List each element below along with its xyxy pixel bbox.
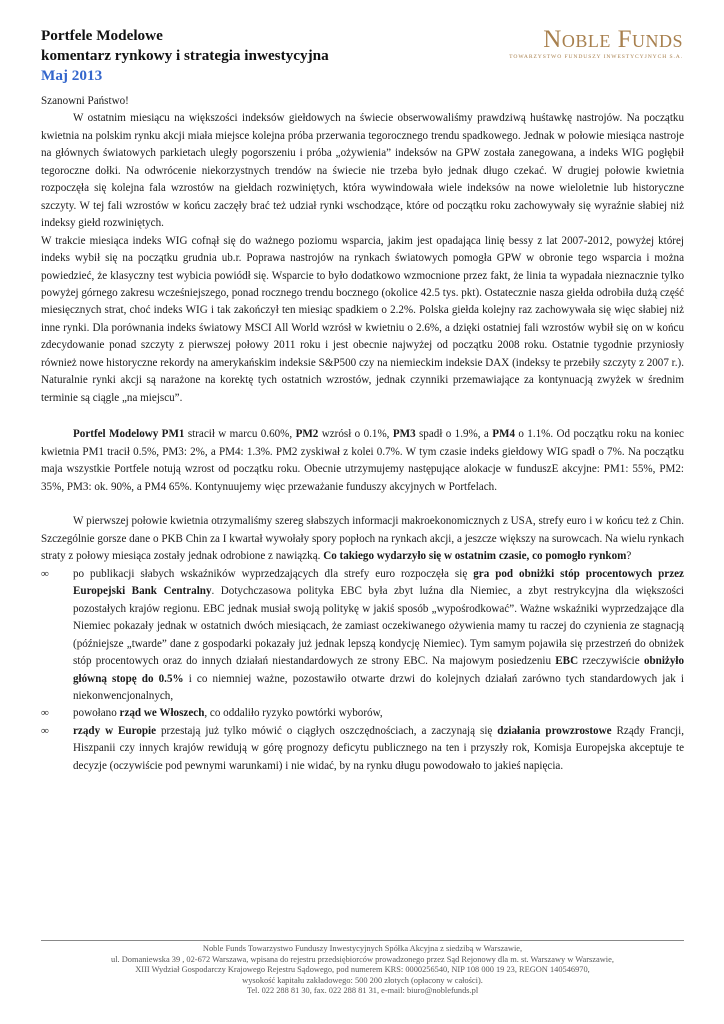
footer-company-name: Noble Funds Towarzystwo Funduszy Inwestycyjnych Spółka Akcyjna z siedzibą w Warszawie, (202, 944, 523, 953)
footer-registry: XIII Wydział Gospodarczy Krajowego Rejestru Sądowego, pod numerem KRS: 0000256540, NIP 108 000 19 23, REGON 140546970, (135, 965, 590, 975)
portfolio-pm3-label: PM3 (392, 428, 416, 441)
report-subtitle: komentarz rynkowy i strategia inwestycyjna (41, 47, 329, 64)
list-item: ∞ rządy w Europie przestają już tylko mówić o ciągłych oszczędnościach, a zaczynają się działania prowzrostowe Rządy Francji, Hiszpanii czy innych krajów rewidują w górę prognozy deficytu publicznego na ten i przyszły rok, Komisja Europejska akceptuje te decyzje (oczywiście pod pewnymi warunkami) i nie widać, by na rynku długu powodowało to jakieś napięcia. (41, 724, 684, 772)
footer-address: ul. Domaniewska 39 , 02-672 Warszawa, wpisana do rejestru przedsiębiorców prowadzonego przez Sąd Rejonowy dla m. st. Warszawy w Warszawie, (111, 954, 614, 964)
greeting: Szanowni Państwo! (41, 95, 129, 107)
paragraph-macro-data: W pierwszej połowie kwietnia otrzymaliśmy szereg słabszych informacji makroekonomicznych z USA, strefy euro i w końcu też z Chin. Szczególnie gorsze dane o PKB Chin za I kwartał wywołały spory popłoch na rynkach akcji, a jeszcze większy na surowcach. Na wielu rynkach straty z połowy miesiąca zostały jednak odrobione z nawiązką. Co takiego wydarzyło się w ostatnim czasie, co pomogło rynkom? (41, 515, 684, 563)
report-date: Maj 2013 (41, 67, 103, 84)
portfolio-pm1-label: Portfel Modelowy PM1 (73, 428, 185, 441)
list-item: ∞ powołano rząd we Włoszech, co oddaliło ryzyko powtórki wyborów, (41, 705, 684, 722)
paragraph-wig-analysis: W trakcie miesiąca indeks WIG cofnął się do ważnego poziomu wsparcia, jakim jest opadająca linię bessy z lat 2007-2012, powyżej której indeks wybił się na początku grudnia ub.r. Poprawa nastrojów na rynkach światowych pomogła GPW w obronie tego wsparcia i można powiedzieć, że klasyczny test wybicia powiódł się. Wsparcie to było dodatkowo wzmocnione przez fakt, że linia ta wypadała nieznacznie tylko powyżej górnego zakresu wcześniejszego, ponad rocznego trendu bocznego (okolice 42.5 tys. pkt). Ostatecznie nasza giełda odrobiła dużą część miesięcznych strat, choć indeks WIG i tak zakończył ten miesiąc spadkiem o 2.2%. Polska giełda kolejny raz zachowywała się więc słabiej niż inne rynki. Dla porównania indeks światowy MSCI All World wzrósł w kwietniu o 2.6%, a dzięki ostatniej fali wzrostów wybił się on w końcu zdecydowanie ponad szczyty z pierwszej połowy 2011 roku i jest obecnie najwyżej od początku 2008 roku. Ostatnie tygodnie przyniosły również nowe historyczne rekordy na amerykańskim indeksie S&P500 czy na niemieckim indeksie DAX (indeksy te przebiły szczyty z 2007 r.). Naturalnie rynki akcji są narażone na korektę tych ostatnich wzrostów, jednak czynniki przemawiające za kontynuacją zwyżek w średnim terminie są ciągle „na miejscu”. (41, 234, 684, 404)
logo-wordmark: Noble Funds (543, 26, 683, 53)
portfolio-pm4-label: PM4 (492, 428, 516, 441)
paragraph-portfolio-results: Portfel Modelowy PM1 stracił w marcu 0.60%, PM2 wzrósł o 0.1%, PM3 spadł o 1.9%, a PM4 o 1.1%. Od początku roku na koniec kwietnia PM1 tracił 0.5%, PM3: 2%, a PM4: 1.3%. PM2 zyskiwał z kolei 0.7%. W tym czasie indeks giełdowy WIG spadł o 7%. Na początku maja wszystkie Portfele notują wzrost od początku roku. Obecnie utrzymujemy następujące alokacje w funduszE akcyjne: PM1: 55%, PM2: 35%, PM3: ok. 90%, a PM4 65%. Kontynuujemy więc przeważanie funduszy akcyjnych w Portfelach. (41, 428, 684, 493)
footer-divider (41, 940, 684, 941)
document-header (41, 26, 683, 88)
infinity-bullet-icon: ∞ (41, 724, 49, 737)
paragraph-market-overview: W ostatnim miesiącu na większości indeksów giełdowych na świecie obserwowaliśmy prawdziwą huśtawkę nastrojów. Na początku kwietnia na polskim rynku akcji miała miejsce kolejna próba przerwania tegorocznego trendu spadkowego. Jednak w połowie miesiąca nastroje na głównych światowych parkietach uległy pogorszeniu i próba „ożywienia” indeksów na GPW została zanegowana, a indeks WIG pogłębił tegoroczne dołki. Na odwrócenie niekorzystnych trendów na świecie nie trzeba było jednak długo czekać. W drugiej połowie kwietnia rozpoczęła się kolejna fala wzrostów na giełdach rozwiniętych, która wywindowała wiele indeksów na nowe wieloletnie lub historyczne szczyty. W tej fali wzrostów w końcu zaczęły brać też udział rynki wschodzące, które od początku roku zachowywały się wyraźnie słabiej niż indeksy giełd rozwiniętych. (41, 112, 684, 230)
infinity-bullet-icon: ∞ (41, 707, 49, 720)
infinity-bullet-icon: ∞ (41, 567, 49, 580)
footer-contact: Tel. 022 288 81 30, fax. 022 288 81 31, e-mail: biuro@noblefunds.pl (246, 986, 479, 996)
portfolio-pm2-label: PM2 (295, 428, 319, 441)
logo-tagline: TOWARZYSTWO FUNDUSZY INWESTYCYJNYCH S.A. (509, 54, 683, 60)
document-body (41, 93, 684, 775)
company-logo (509, 27, 683, 62)
footer-capital: wysokość kapitału zakładowego: 500 200 złotych (opłacony w całości). (242, 975, 483, 985)
list-item: ∞ po publikacji słabych wskaźników wyprzedzających dla strefy euro rozpoczęła się gra pod obniżki stóp procentowych przez Europejski Bank Centralny. Dotychczasowa polityka EBC była zbyt luźna dla Niemiec, a zbyt restrykcyjna dla większości pozostałych krajów regionu. EBC jednak musiał swoją politykę w jakiś sposób „wypośrodkować”. Ważne wskaźniki wyprzedzające dla Niemiec pokazały jednak w ostatnich dwóch miesiącach, że zamiast oczekiwanego ożywienia mamy tu raczej do czynienia ze stagnacją (późniejsze „twarde” dane z gospodarki pokazały już jednak lepszą kondycję Niemiec). Tym samym pojawiła się przestrzeń do obniżek stóp procentowych oraz do innych działań niestandardowych ze strony EBC. Na majowym posiedzeniu EBC rzeczywiście obniżyło główną stopę do 0.5% i co niemniej ważne, pozostawiło otwarte drzwi do kolejnych działań zarówno tych standardowych jak i niekonwencjonalnych, (41, 567, 685, 702)
document-footer (41, 940, 684, 997)
bullet-list (41, 566, 684, 775)
key-question: Co takiego wydarzyło się w ostatnim czasie, co pomogło rynkom (323, 550, 627, 563)
report-title: Portfele Modelowe (41, 27, 163, 44)
